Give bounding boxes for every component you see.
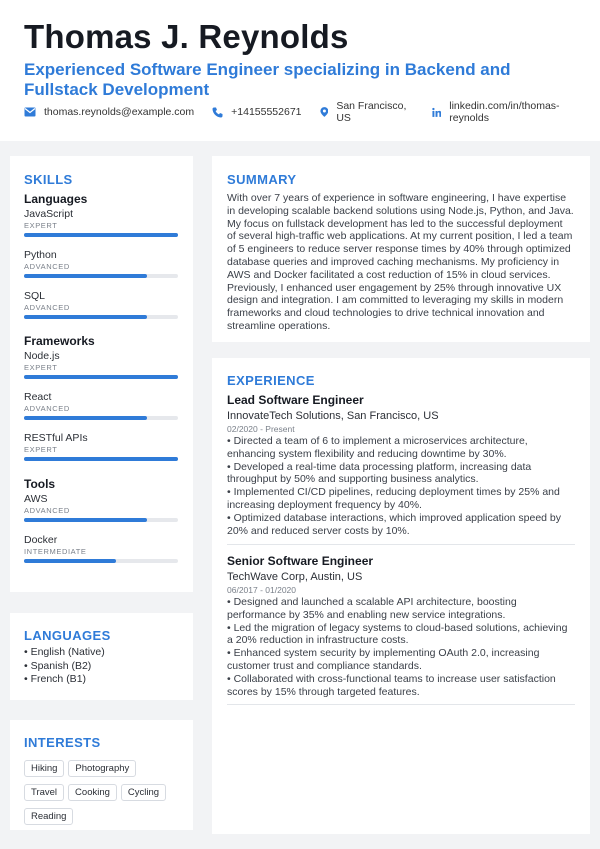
- summary-line: of several high-traffic web applications. At my current position, I led a team: [227, 230, 573, 243]
- skill-level: EXPERT: [24, 363, 58, 372]
- contact-location-text: San Francisco, US: [336, 100, 407, 124]
- job-divider: [227, 704, 575, 705]
- interests-card: [10, 720, 193, 830]
- skill-level: EXPERT: [24, 445, 58, 454]
- language-item: • French (B1): [24, 673, 87, 685]
- skill-bar-fill: [24, 518, 147, 522]
- job-bullet-line: • Enhanced system security by implementing OAuth 2.0, increasing: [227, 647, 540, 660]
- skill-bar-fill: [24, 274, 147, 278]
- skill-group-title: Frameworks: [24, 334, 95, 348]
- skill-bar: [24, 416, 178, 420]
- skill-item: [24, 208, 178, 237]
- skill-name: Node.js: [24, 350, 60, 362]
- summary-text: [227, 192, 587, 333]
- experience-title: EXPERIENCE: [227, 373, 315, 388]
- linkedin-icon: [432, 107, 442, 118]
- skill-item: [24, 432, 178, 461]
- skill-bar: [24, 559, 178, 563]
- summary-line: Previously, I enhanced user engagement by 25% through innovative UX: [227, 281, 562, 294]
- job-bullet-line: 20% and reduced server costs by 10%.: [227, 524, 410, 537]
- summary-line: streamline operations.: [227, 319, 331, 332]
- job-bullet-line: performance by 35% and enabling new service integrations.: [227, 608, 506, 621]
- skill-name: RESTful APIs: [24, 432, 88, 444]
- skill-level: ADVANCED: [24, 262, 70, 271]
- skill-item: [24, 249, 178, 278]
- job-bullet-line: customer trust and compliance standards.: [227, 659, 422, 672]
- email-icon: [24, 107, 36, 117]
- interest-tag: Cycling: [121, 784, 166, 801]
- interest-row: [24, 758, 189, 782]
- job-bullet-line: increasing deployment frequency by 40%.: [227, 498, 422, 511]
- contact-phone-text: +14155552671: [231, 106, 302, 118]
- skills-card: [10, 156, 193, 592]
- contact-phone[interactable]: [212, 106, 301, 118]
- skill-bar: [24, 457, 178, 461]
- summary-line: design and integration. I am committed to leveraging my skills in modern: [227, 294, 564, 307]
- skill-item: [24, 493, 178, 522]
- summary-line: With over 7 years of experience in software engineering, I have expertise: [227, 192, 567, 204]
- contact-linkedin[interactable]: [432, 100, 582, 124]
- candidate-tagline: Experienced Software Engineer specializing in Backend and Fullstack Development: [24, 60, 511, 99]
- skill-item: [24, 391, 178, 420]
- skill-name: Python: [24, 249, 57, 261]
- skill-bar: [24, 274, 178, 278]
- job-company: InnovateTech Solutions, San Francisco, US: [227, 410, 439, 422]
- job-bullet-line: enhancing system flexibility and reducing downtime by 30%.: [227, 447, 507, 460]
- languages-title: LANGUAGES: [24, 628, 111, 643]
- contact-location: [320, 100, 414, 124]
- summary-line: AWS and Docker facilitated a cost reduction of 15% in cloud services.: [227, 268, 551, 281]
- job-bullets: [227, 435, 587, 537]
- skill-bar-fill: [24, 559, 116, 563]
- summary-line: of 5 engineers to reduce server response times by 40% through optimized: [227, 243, 571, 256]
- skill-bar: [24, 315, 178, 319]
- interests-tags: [24, 758, 189, 830]
- interest-tag: Photography: [68, 760, 136, 777]
- skill-bar-fill: [24, 315, 147, 319]
- job-bullets: [227, 596, 587, 698]
- resume-header: [0, 0, 600, 141]
- job-divider: [227, 544, 575, 545]
- phone-icon: [212, 107, 223, 118]
- skill-level: EXPERT: [24, 221, 58, 230]
- skill-item: [24, 290, 178, 319]
- skill-bar: [24, 233, 178, 237]
- job-bullet-line: • Optimized database interactions, which improved application speed by: [227, 511, 562, 524]
- skill-bar-fill: [24, 416, 147, 420]
- job-bullet-line: • Designed and launched a scalable API architecture, boosting: [227, 596, 517, 608]
- job-title: Lead Software Engineer: [227, 393, 364, 407]
- summary-line: frameworks and cloud technologies to drive technical innovation and: [227, 307, 545, 320]
- location-icon: [320, 106, 329, 118]
- skill-name: AWS: [24, 493, 48, 505]
- languages-card: [10, 613, 193, 700]
- candidate-name: Thomas J. Reynolds: [24, 18, 349, 55]
- job-company: TechWave Corp, Austin, US: [227, 571, 363, 583]
- summary-line: in developing scalable backend solutions using Node.js, Python, and Java.: [227, 204, 574, 217]
- language-item: • Spanish (B2): [24, 659, 92, 672]
- skills-title: SKILLS: [24, 172, 73, 187]
- skill-bar-fill: [24, 457, 178, 461]
- skill-level: ADVANCED: [24, 303, 70, 312]
- summary-line: database queries and improved caching mechanisms. My proficiency in: [227, 255, 560, 268]
- skill-name: SQL: [24, 290, 46, 302]
- interest-tag: Cooking: [68, 784, 117, 801]
- skill-group-title: Languages: [24, 192, 88, 206]
- job-bullet-line: throughput by 50% and supporting business analytics.: [227, 473, 479, 486]
- interest-row: [24, 806, 189, 830]
- skill-name: Docker: [24, 534, 58, 546]
- job-bullet-line: • Directed a team of 6 to implement a microservices architecture,: [227, 435, 528, 447]
- job-entry: [227, 393, 587, 537]
- skill-bar-fill: [24, 375, 178, 379]
- job-entry: [227, 554, 587, 698]
- contact-email-text: thomas.reynolds@example.com: [44, 106, 195, 118]
- summary-title: SUMMARY: [227, 172, 297, 187]
- interest-tag: Reading: [24, 808, 73, 825]
- interest-tag: Travel: [24, 784, 64, 801]
- job-bullet-line: a 20% reduction in infrastructure costs.: [227, 634, 409, 647]
- job-bullet-line: • Developed a real-time data processing platform, increasing data: [227, 460, 532, 473]
- language-item: • English (Native): [24, 646, 105, 658]
- skill-level: ADVANCED: [24, 506, 70, 515]
- summary-line: My focus on fullstack development has led to the successful deployment: [227, 217, 563, 230]
- skill-name: React: [24, 391, 52, 403]
- experience-card: [212, 358, 590, 834]
- job-title: Senior Software Engineer: [227, 554, 374, 568]
- contact-bar: [24, 100, 600, 124]
- skill-level: INTERMEDIATE: [24, 547, 87, 556]
- skill-bar: [24, 518, 178, 522]
- skill-item: [24, 350, 178, 379]
- skill-name: JavaScript: [24, 208, 74, 220]
- contact-linkedin-text: linkedin.com/in/thomas-reynolds: [449, 100, 560, 124]
- skill-item: [24, 534, 178, 563]
- skill-bar: [24, 375, 178, 379]
- languages-list: [24, 646, 105, 687]
- job-bullet-line: scores by 15% through targeted features.: [227, 685, 420, 698]
- job-bullet-line: • Implemented CI/CD pipelines, reducing deployment times by 25% and: [227, 486, 560, 499]
- job-bullet-line: • Led the migration of legacy systems to cloud-based solutions, achieving: [227, 621, 568, 634]
- interest-row: [24, 782, 189, 806]
- job-dates: 06/2017 - 01/2020: [227, 585, 297, 595]
- interests-title: INTERESTS: [24, 735, 101, 750]
- skill-group-title: Tools: [24, 477, 56, 491]
- skill-bar-fill: [24, 233, 178, 237]
- summary-card: [212, 156, 590, 342]
- job-bullet-line: • Collaborated with cross-functional teams to increase user satisfaction: [227, 672, 556, 685]
- skill-level: ADVANCED: [24, 404, 70, 413]
- job-dates: 02/2020 - Present: [227, 424, 295, 434]
- contact-email[interactable]: [24, 106, 194, 118]
- interest-tag: Hiking: [24, 760, 64, 777]
